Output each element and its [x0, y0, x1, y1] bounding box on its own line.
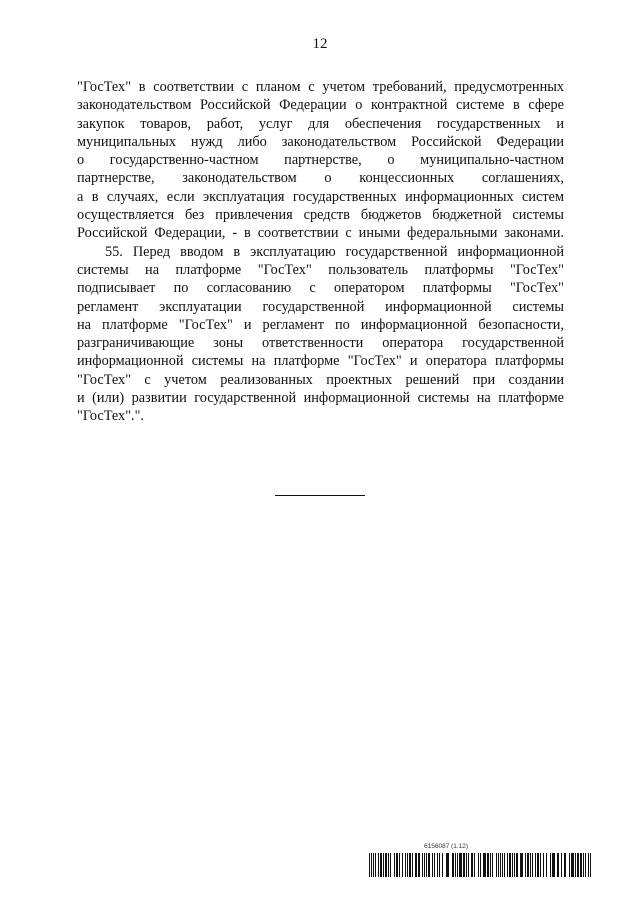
section-divider — [275, 495, 365, 496]
text-line: на платформе "ГосТех" и регламент по информационной безопасности, — [77, 316, 564, 333]
text-line: "ГосТех".". — [77, 408, 145, 425]
text-line: и (или) развитии государственной информационной системы на платформе — [77, 390, 564, 407]
text-line: 55. Перед вводом в эксплуатацию государственной информационной — [105, 243, 564, 260]
text-line: Российской Федерации, - в соответствии с иными федеральными законами. — [77, 225, 564, 242]
text-line: о государственно-частном партнерстве, о муниципально-частном — [77, 152, 564, 169]
text-line: законодательством Российской Федерации о контрактной системе в сфере — [77, 97, 564, 114]
barcode-icon — [369, 853, 591, 877]
text-line: подписывает по согласованию с оператором платформы "ГосТех" — [77, 280, 564, 297]
text-line: закупок товаров, работ, услуг для обеспечения государственных и — [77, 115, 564, 132]
text-line: а в случаях, если эксплуатация государственных информационных систем — [77, 188, 564, 205]
document-code: 6156087 (1.12) — [424, 843, 469, 850]
paragraph-1 — [77, 78, 564, 243]
text-line: разграничивающие зоны ответственности оператора государственной — [77, 335, 564, 352]
paragraph-2 — [77, 243, 564, 426]
text-line: партнерстве, законодательством о концессионных соглашениях, — [77, 170, 564, 187]
text-line: осуществляется без привлечения средств бюджетов бюджетной системы — [77, 207, 564, 224]
text-line: системы на платформе "ГосТех" пользователь платформы "ГосТех" — [77, 261, 564, 278]
page-number: 12 — [312, 36, 328, 52]
text-line: регламент эксплуатации государственной информационной системы — [77, 298, 564, 315]
text-line: информационной системы на платформе "ГосТех" и оператора платформы — [77, 353, 564, 370]
text-line: "ГосТех" в соответствии с планом с учетом требований, предусмотренных — [77, 79, 564, 95]
body-text — [77, 78, 564, 426]
text-line: "ГосТех" с учетом реализованных проектных решений при создании — [77, 371, 564, 388]
text-line: муниципальных нужд либо законодательством Российской Федерации — [77, 133, 564, 150]
